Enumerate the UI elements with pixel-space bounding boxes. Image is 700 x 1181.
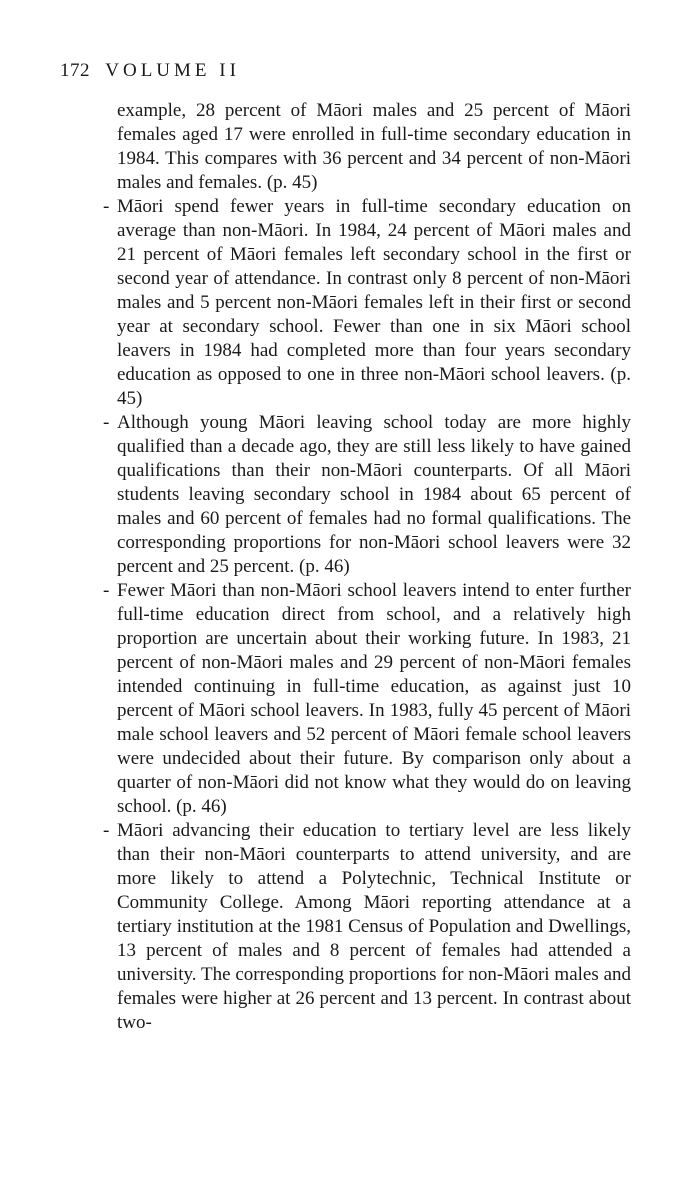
bullet-text: Although young Māori leaving school today are more highly qualified than a decade ago, they are still less likely to have gained qualifications than their non-Māori counterparts. Of all Māori students leaving secondary school in 1984 about 65 percent of males and 60 percent of females had no formal qualifications. The corresponding proportions for non-Māori school leavers were 32 percent and 25 percent. (p. 46) bbox=[117, 412, 631, 577]
bullet-text: Māori spend fewer years in full-time secondary education on average than non-Māori. In 1984, 24 percent of Māori males and 21 percent of Māori females left secondary school in the first or second year of attendance. In contrast only 8 percent of non-Māori males and 5 percent non-Māori females left in their first or second year at secondary school. Fewer than one in six Māori school leavers in 1984 had completed more than four years secondary education as opposed to one in three non-Māori school leavers. (p. 45) bbox=[117, 196, 631, 409]
page-number: 172 bbox=[60, 60, 90, 81]
bullet-item-4 bbox=[103, 819, 631, 1035]
intro-paragraph: example, 28 percent of Māori males and 25 percent of Māori females aged 17 were enrolled in full-time secondary education in 1984. This compares with 36 percent and 34 percent of non-Māori males and females. (p. 45) bbox=[117, 100, 631, 193]
body-text bbox=[103, 99, 631, 1035]
bullet-dash: - bbox=[103, 820, 110, 841]
bullet-item-3 bbox=[103, 579, 631, 819]
bullet-dash: - bbox=[103, 412, 110, 433]
bullet-dash: - bbox=[103, 196, 110, 217]
running-head bbox=[60, 59, 240, 83]
bullet-dash: - bbox=[103, 580, 110, 601]
bullet-item-1 bbox=[103, 195, 631, 411]
bullet-item-2 bbox=[103, 411, 631, 579]
bullet-text: Māori advancing their education to tertiary level are less likely than their non-Māori counterparts to attend university, and are more likely to attend a Polytechnic, Technical Institute or Community College. Among Māori reporting attendance at a tertiary institution at the 1981 Census of Population and Dwellings, 13 percent of males and 8 percent of females had attended a university. The corresponding proportions for non-Māori males and females were higher at 26 percent and 13 percent. In contrast about two- bbox=[117, 820, 631, 1033]
bullet-text: Fewer Māori than non-Māori school leavers intend to enter further full-time education direct from school, and a relatively high proportion are uncertain about their working future. In 1983, 21 percent of non-Māori males and 29 percent of non-Māori females intended continuing in full-time education, as against just 10 percent of Māori school leavers. In 1983, fully 45 percent of Māori male school leavers and 52 percent of Māori female school leavers were undecided about their future. By comparison only about a quarter of non-Māori did not know what they would do on leaving school. (p. 46) bbox=[117, 580, 631, 817]
volume-label: VOLUME II bbox=[105, 60, 240, 81]
